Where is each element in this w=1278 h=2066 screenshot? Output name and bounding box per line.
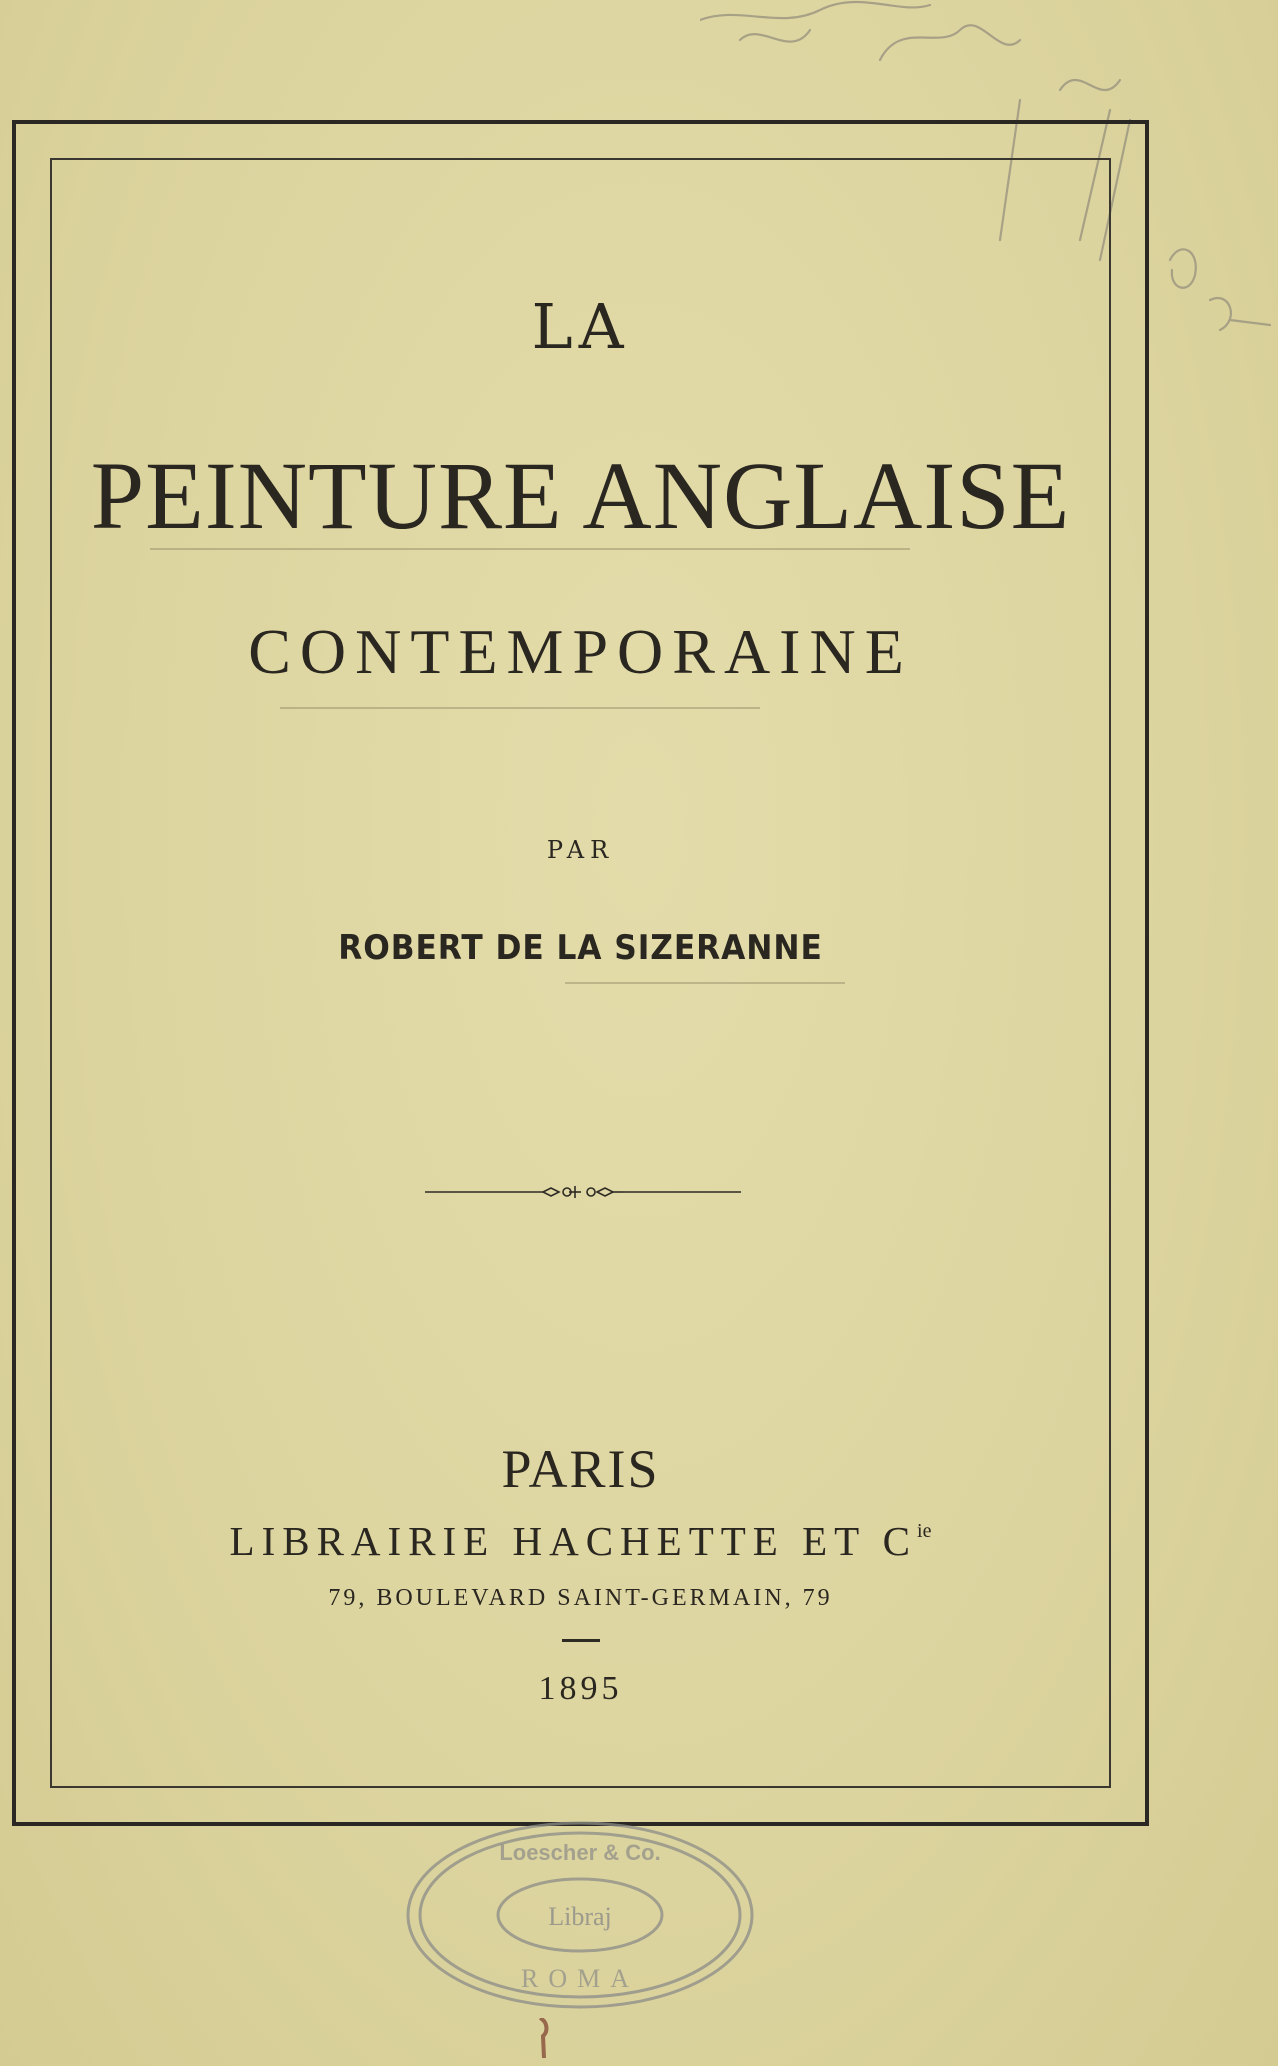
title-line-contemporaine: CONTEMPORAINE (248, 616, 913, 687)
publisher-text: LIBRAIRIE HACHETTE ET C (229, 1518, 918, 1564)
publisher-name (50, 1517, 1111, 1565)
publication-place: PARIS (501, 1439, 660, 1499)
publisher-superscript: ie (917, 1520, 932, 1542)
author-name: ROBERT DE LA SIZERANNE (338, 928, 823, 968)
short-rule (562, 1639, 600, 1642)
svg-text:Loescher & Co.: Loescher & Co. (499, 1840, 661, 1865)
publication-year: 1895 (538, 1670, 623, 1707)
title-line-peinture-anglaise: PEINTURE ANGLAISE (90, 442, 1071, 549)
svg-text:Libraj: Libraj (548, 1902, 612, 1931)
library-stamp (400, 1815, 760, 2015)
publisher-address: 79, BOULEVARD SAINT-GERMAIN, 79 (328, 1585, 833, 1611)
by-label: PAR (546, 836, 615, 864)
ornamental-divider (425, 1182, 741, 1202)
ink-smudge-underline (150, 548, 910, 550)
ink-smudge-underline (565, 982, 845, 984)
ink-smudge-underline (280, 707, 760, 709)
red-ink-mark (536, 2018, 550, 2058)
svg-text:ROMA: ROMA (520, 1964, 640, 1993)
title-line-la: LA (531, 290, 630, 363)
